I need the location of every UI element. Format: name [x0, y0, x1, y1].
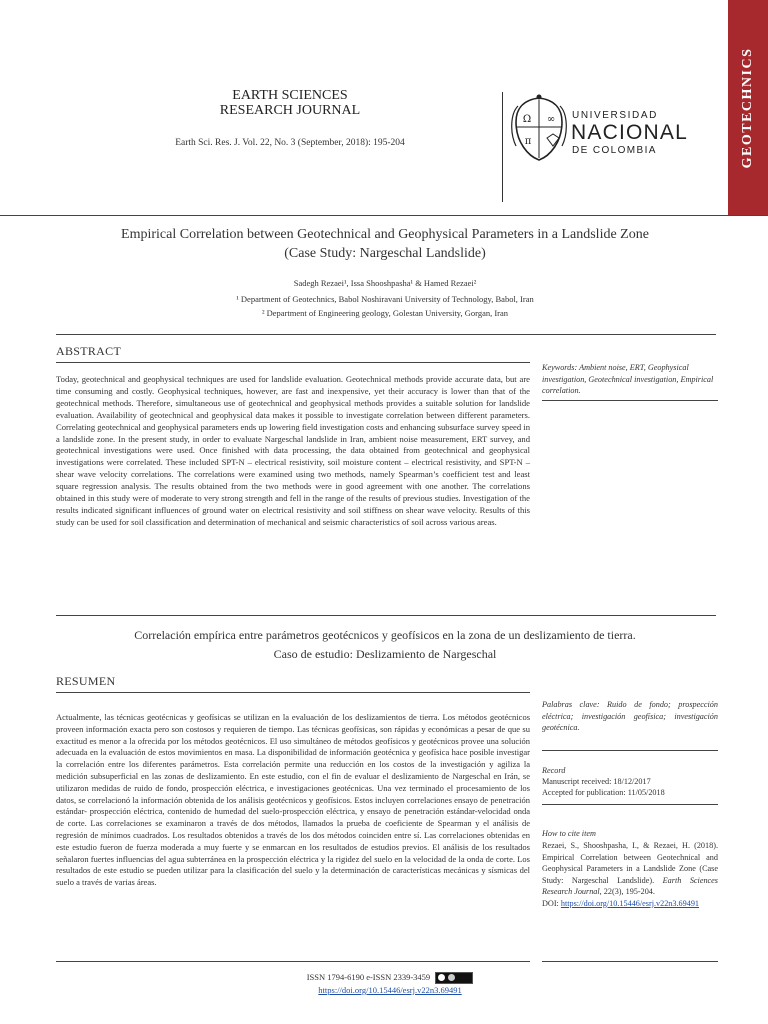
citation-main: Rezaei, S., Shooshpasha, I., & Rezaei, H. (2018). Empirical Correlation between Geotechnical and Geophysical Parameters in a Landslide Zone (Case Study: Nargeschal Landslide). [542, 841, 718, 885]
citation-journal: Earth Sciences Research Journal, [542, 875, 718, 896]
svg-text:Ω: Ω [522, 114, 532, 125]
footer-doi-link[interactable]: https://doi.org/10.15446/esrj.v22n3.69491 [318, 985, 462, 995]
journal-title-line1: EARTH SCIENCES [232, 88, 348, 103]
citation-volume: 22(3), 195-204. [601, 887, 655, 896]
section-tab-label: GEOTECHNICS [740, 47, 755, 169]
abstract-text: Today, geotechnical and geophysical techniques are used for landslide evaluation. Geotechnical methods provide accurate data, but are time consuming and costly. Geophysical techniques, however, are fast and inexpensive, yet their accuracy is lower than that of the geotechnical methods. Therefore, simultaneous use of geotechnical and geophysical methods provides a suitable solution for landslide evaluation. Availability of geotechnical and geophysical data makes it possible to investigate correlation between different parameters. Correlating geotechnical and geophysical parameters ends up lowering field investigation costs and enhancing subsurface survey speed in a landslide zone. In the present study, in order to evaluate Nargeschal landslide in Iran, ambient noise measurement, ERT survey, and geotechnical investigations were used. Once finished with data processing, the data obtained from geotechnical and geophysical investigations were correlated. These included SPT-N – electrical resistivity, soil moisture content – electrical resistivity, and SPT-N – shear wave velocity correlations. The correlations were examined using two methods, namely Spearman’s coefficient test and least square regression analysis. The results obtained from the two methods were in good agreement with one another. The correlations obtained in this study were of moderate to very strong strength and fell in the range of the results of previous studies. Investigation of the results indicated significant influences of ground water on electrical resistivity and soil stiffness on shear wave velocity. Results of this study can be used for soil classification and determination of mechanical and seismic characteristics of soil across various areas. [56, 374, 530, 527]
university-seal-icon [510, 94, 568, 164]
spanish-title-line1: Correlación empírica entre parámetros geotécnicos y geofísicos en la zona de un deslizamiento de tierra. [134, 628, 636, 642]
university-name-line2: NACIONAL [571, 121, 688, 144]
how-to-cite-heading: How to cite item [542, 829, 596, 838]
affiliation-1: ¹ Department of Geotechnics, Babol Noshiravani University of Technology, Babol, Iran [236, 294, 534, 304]
accepted-for-publication: Accepted for publication: 11/05/2018 [542, 788, 665, 797]
footer-rule-right [542, 961, 718, 962]
abstract-keywords: Keywords: Ambient noise, ERT, Geophysical investigation, Geotechnical investigation, Empirical correlation. [542, 363, 714, 395]
footer-issn: ISSN 1794-6190 e-ISSN 2339-3459 [306, 972, 431, 982]
affiliation-2: ² Department of Engineering geology, Golestan University, Gorgan, Iran [261, 308, 509, 318]
article-title-line2: (Case Study: Nargeschal Landslide) [284, 246, 486, 261]
palabras-clave: Palabras clave: Ruido de fondo; prospección eléctrica; investigación geofísica; investigación geotécnica. [542, 700, 718, 732]
svg-text:π: π [524, 136, 532, 147]
resumen-heading: RESUMEN [56, 674, 116, 688]
article-title-line1: Empirical Correlation between Geotechnical and Geophysical Parameters in a Landslide Zone [121, 227, 649, 242]
citation-doi-link[interactable]: https://doi.org/10.15446/esrj.v22n3.69491 [560, 898, 700, 908]
university-name-line1: UNIVERSIDAD [572, 110, 658, 121]
abstract-heading-rule [56, 362, 530, 363]
palabras-rule [542, 750, 718, 751]
cc-license-icon [435, 972, 473, 984]
manuscript-received: Manuscript received: 18/12/2017 [542, 777, 651, 786]
abstract-top-rule [56, 334, 716, 335]
record-heading: Record [542, 766, 566, 775]
citation-doi-label: DOI: [542, 898, 561, 908]
header-rule [0, 215, 768, 216]
svg-text:∞: ∞ [546, 114, 556, 125]
resumen-text: Actualmente, las técnicas geotécnicas y geofísicas se utilizan en la evaluación de los deslizamientos de tierra. Los métodos geotécnicos proveen información exacta pero son costosos y requieren de tiempo. Las técnicas geofísicas, son rápidas y económicas a pesar de que su exactitud es menor a la ofrecida por los métodos geotécnicos. El uso simultáneo de métodos geofísicos y geotécnicos provee una solución adecuada en la evaluación de estos movimientos en masa. La disponibilidad de información geotécnica y geofísica hace posible investigar la correlación entre los diferentes parámetros. Esta correlación permite una reducción en los costos de la investigación y agiliza la medición subsuperficial en las zonas de deslizamiento. En este estudio, con el fin de evaluar el deslizamiento de Nargeschal en Irán, se utilizaron medidas de ruido de fondo, prospección eléctrica, e investigaciones geotécnicas. Una vez terminado el procesamiento de los datos, se correlacionó la información obtenida de los análisis geotécnicos y geofísicos. Estos incluyen correlaciones ensayo de penetración estándar- prospección eléctrica, contenido de humedad del suelo-prospección eléctrica, y ensayo de penetración estándar-velocidad onda de corte. Las correlaciones se examinaron a través de dos métodos, llamados la prueba de coeficiente de Spearman y el análisis de regresión de mínimos cuadrados. Los resultados obtenidos a través de los dos métodos coinciden entre sí. Las correlaciones obtenidas en este estudio fueron de fuerza moderada a muy fuerte y se enmarcan en los resultados de estudios previos. El análisis de los resultados señalaron fuertes influencias del agua subterránea en la prospección eléctrica y la rigidez del suelo en la velocidad de la onda de corte. Los resultados de este estudio se pueden utilizar para la clasificación del suelo y la determinación de características mecánicas y sísmicas del suelo a través de varias áreas. [56, 712, 530, 888]
header-divider [502, 92, 503, 202]
article-authors: Sadegh Rezaei¹, Issa Shooshpasha¹ & Hamed Rezaei² [293, 278, 477, 288]
footer-rule-left [56, 961, 530, 962]
footer-issn-line [150, 972, 630, 984]
resumen-heading-rule [56, 692, 530, 693]
abstract-heading: ABSTRACT [56, 344, 122, 358]
how-to-cite-text [542, 840, 718, 909]
journal-citation: Earth Sci. Res. J. Vol. 22, No. 3 (September, 2018): 195-204 [175, 138, 405, 148]
resumen-top-rule [56, 615, 716, 616]
footer-doi-line [150, 985, 630, 995]
record-rule [542, 804, 718, 805]
university-name-line3: DE COLOMBIA [572, 145, 657, 156]
section-tab-geotechnics [728, 0, 768, 216]
spanish-title-line2: Caso de estudio: Deslizamiento de Nargeschal [273, 647, 497, 661]
keywords-rule [542, 400, 718, 401]
journal-title [160, 88, 420, 118]
journal-title-line2: RESEARCH JOURNAL [219, 103, 361, 118]
